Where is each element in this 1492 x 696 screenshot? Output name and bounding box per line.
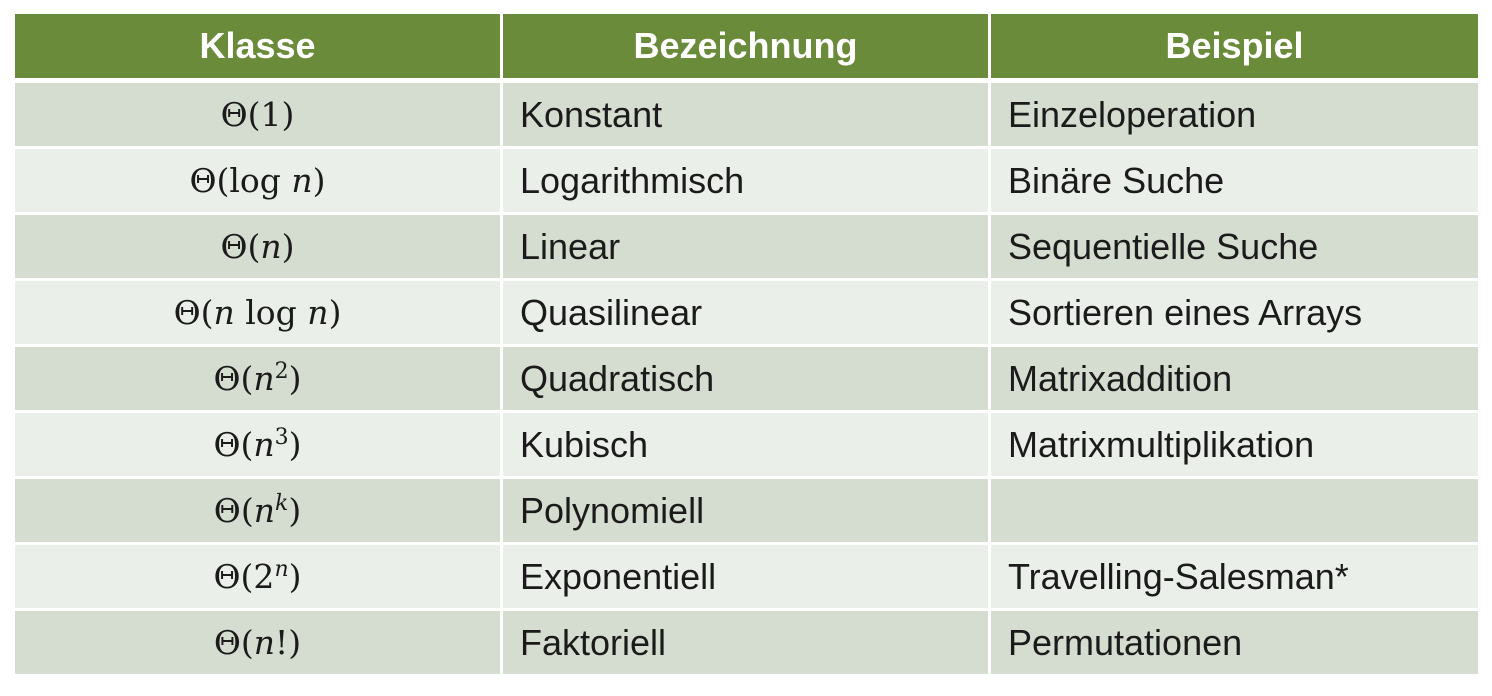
beispiel-cell: Einzeloperation (991, 83, 1478, 149)
bezeichnung-cell: Polynomiell (503, 479, 991, 545)
klasse-cell: Θ(1) (15, 83, 503, 149)
header-beispiel: Beispiel (991, 14, 1478, 83)
header-klasse: Klasse (15, 14, 503, 83)
beispiel-cell (991, 479, 1478, 545)
bezeichnung-cell: Linear (503, 215, 991, 281)
table-row (15, 83, 1478, 149)
klasse-cell: Θ(n log n) (15, 281, 503, 347)
beispiel-cell: Matrixaddition (991, 347, 1478, 413)
bezeichnung-cell: Quadratisch (503, 347, 991, 413)
klasse-cell: $\Theta(n^k)$ (15, 479, 503, 545)
complexity-table-container (15, 14, 1478, 677)
klasse-cell: Θ(n) (15, 215, 503, 281)
beispiel-cell: Binäre Suche (991, 149, 1478, 215)
beispiel-cell: Travelling-Salesman* (991, 545, 1478, 611)
bezeichnung-cell: Quasilinear (503, 281, 991, 347)
beispiel-cell: Matrixmultiplikation (991, 413, 1478, 479)
bezeichnung-cell: Konstant (503, 83, 991, 149)
klasse-cell: $\Theta(n^3)$ (15, 413, 503, 479)
bezeichnung-cell: Faktoriell (503, 611, 991, 677)
table-row (15, 281, 1478, 347)
klasse-cell: Θ(log n) (15, 149, 503, 215)
table-row (15, 479, 1478, 545)
beispiel-cell: Permutationen (991, 611, 1478, 677)
header-row (15, 14, 1478, 83)
table-row (15, 545, 1478, 611)
table-row (15, 413, 1478, 479)
bezeichnung-cell: Exponentiell (503, 545, 991, 611)
complexity-table (15, 14, 1478, 677)
table-row (15, 149, 1478, 215)
klasse-cell: Θ(2$^n$) (15, 545, 503, 611)
table-row (15, 347, 1478, 413)
table-row (15, 215, 1478, 281)
klasse-cell: Θ(n!) (15, 611, 503, 677)
table-row (15, 611, 1478, 677)
beispiel-cell: Sequentielle Suche (991, 215, 1478, 281)
bezeichnung-cell: Kubisch (503, 413, 991, 479)
klasse-cell: $\Theta(n^2)$ (15, 347, 503, 413)
beispiel-cell: Sortieren eines Arrays (991, 281, 1478, 347)
bezeichnung-cell: Logarithmisch (503, 149, 991, 215)
header-bezeichnung: Bezeichnung (503, 14, 991, 83)
